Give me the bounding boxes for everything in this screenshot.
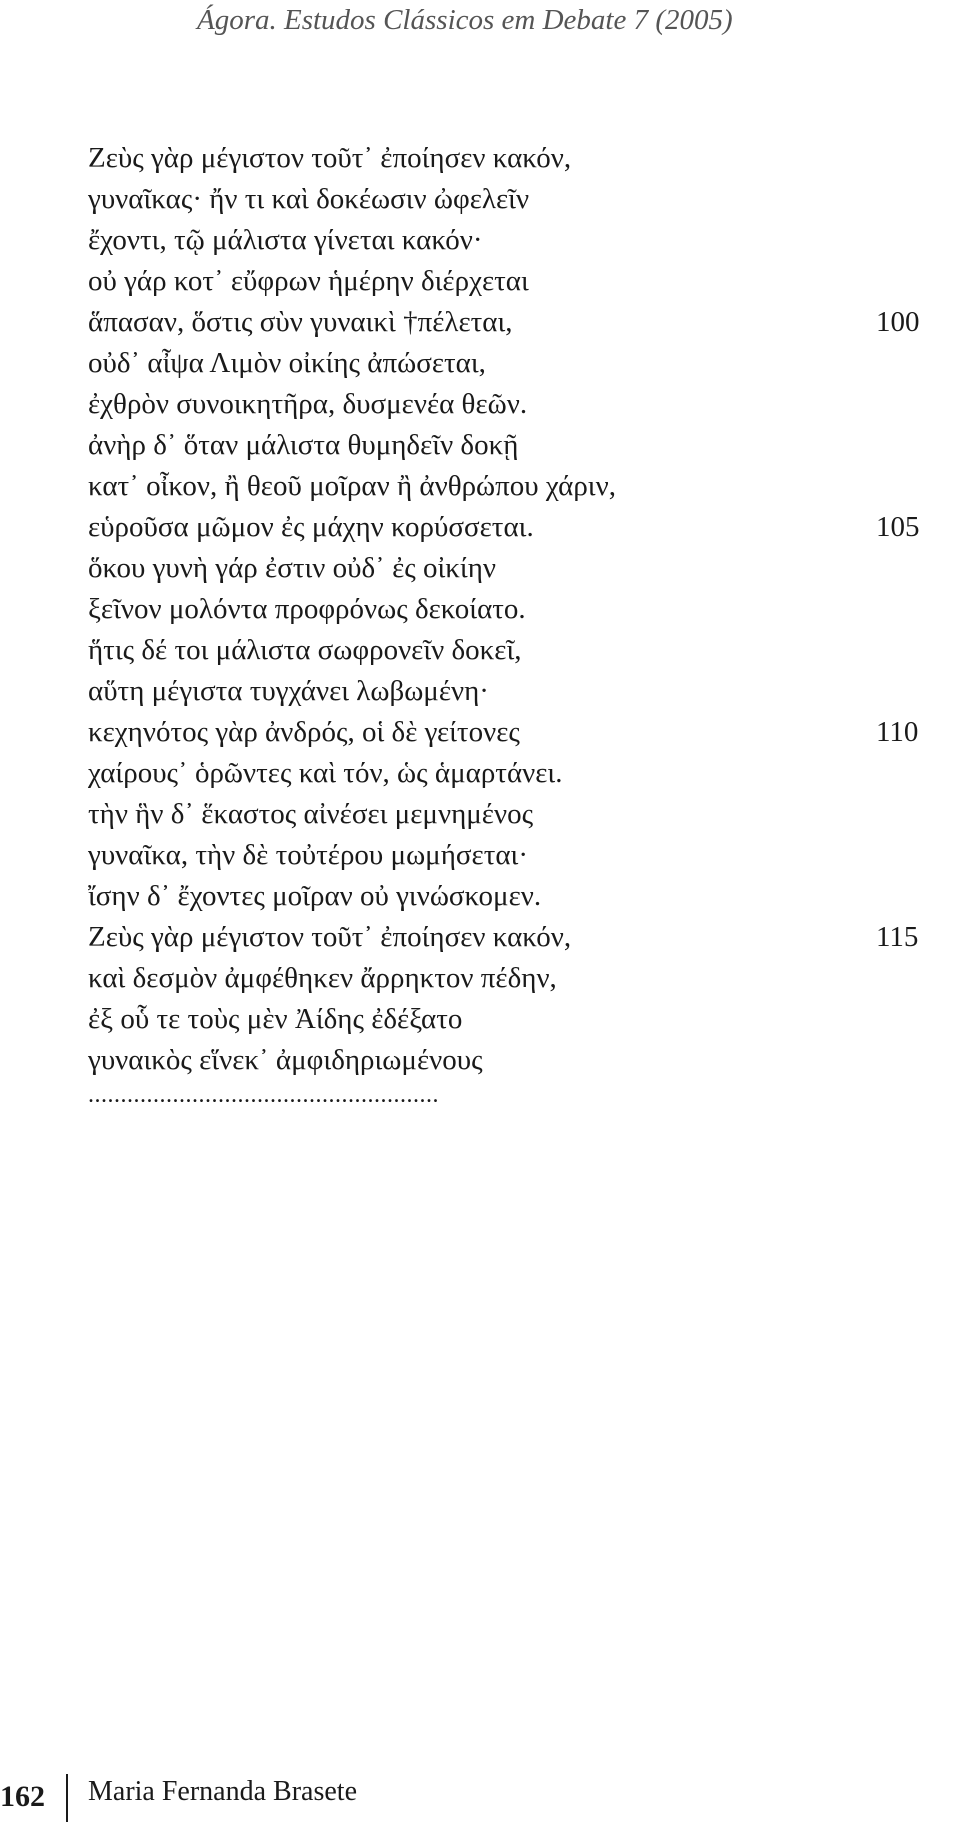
verse-line bbox=[88, 302, 928, 343]
verse-text: ἐχθρὸν συνοικητῆρα, δυσμενέα θεῶν. bbox=[88, 388, 528, 420]
verse-line bbox=[88, 958, 928, 999]
verse-text: χαίρους᾽ ὁρῶντες καὶ τόν, ὡς ἁμαρτάνει. bbox=[88, 757, 563, 789]
verse-text: ἀνὴρ δ᾽ ὅταν μάλιστα θυμηδεῖν δοκῇ bbox=[88, 429, 519, 461]
verse-line bbox=[88, 753, 928, 794]
verse-line bbox=[88, 507, 928, 548]
verse-line bbox=[88, 261, 928, 302]
verse-text: ἥτις δέ τοι μάλιστα σωφρονεῖν δοκεῖ, bbox=[88, 634, 522, 666]
line-number: 110 bbox=[876, 716, 919, 748]
omission-ellipsis: ...................................................... bbox=[88, 1082, 439, 1108]
author-name: Maria Fernanda Brasete bbox=[88, 1776, 357, 1807]
verse-line bbox=[88, 548, 928, 589]
verse-text: ἔχοντι, τῷ μάλιστα γίνεται κακόν· bbox=[88, 224, 483, 256]
verse-text: οὐδ᾽ αἶψα Λιμὸν οἰκίης ἀπώσεται, bbox=[88, 347, 486, 379]
verse-text: ὅκου γυνὴ γάρ ἐστιν οὐδ᾽ ἐς οἰκίην bbox=[88, 552, 496, 584]
page-footer bbox=[0, 1774, 960, 1822]
line-number: 105 bbox=[876, 511, 920, 543]
verse-line bbox=[88, 384, 928, 425]
verse-line bbox=[88, 712, 928, 753]
verse-line bbox=[88, 835, 928, 876]
verse-line bbox=[88, 1040, 928, 1081]
verse-text: γυναῖκα, τὴν δὲ τοὐτέρου μωμήσεται· bbox=[88, 839, 528, 871]
verse-text: ἴσην δ᾽ ἔχοντες μοῖραν οὐ γινώσκομεν. bbox=[88, 880, 542, 912]
verse-line bbox=[88, 220, 928, 261]
footer-divider bbox=[66, 1774, 68, 1822]
poem-text bbox=[88, 138, 928, 1117]
page-number: 162 bbox=[0, 1780, 45, 1813]
line-number: 100 bbox=[876, 306, 920, 338]
verse-line bbox=[88, 671, 928, 712]
verse-line bbox=[88, 589, 928, 630]
verse-line bbox=[88, 794, 928, 835]
verse-text: καὶ δεσμὸν ἀμφέθηκεν ἄρρηκτον πέδην, bbox=[88, 962, 557, 994]
verse-line bbox=[88, 999, 928, 1040]
verse-line bbox=[88, 630, 928, 671]
verse-text: γυναῖκας· ἤν τι καὶ δοκέωσιν ὠφελεῖν bbox=[88, 183, 530, 215]
running-header bbox=[197, 4, 733, 37]
verse-text: Ζεὺς γὰρ μέγιστον τοῦτ᾽ ἐποίησεν κακόν, bbox=[88, 142, 572, 174]
verse-text: κατ᾽ οἶκον, ἢ θεοῦ μοῖραν ἢ ἀνθρώπου χάριν, bbox=[88, 470, 616, 502]
verse-text: Ζεὺς γὰρ μέγιστον τοῦτ᾽ ἐποίησεν κακόν, bbox=[88, 921, 572, 953]
journal-name: Ágora. bbox=[197, 4, 277, 36]
verse-text: κεχηνότος γὰρ ἀνδρός, οἱ δὲ γείτονες bbox=[88, 716, 520, 748]
verse-text: ξεῖνον μολόντα προφρόνως δεκοίατο. bbox=[88, 593, 526, 625]
journal-title: Estudos Clássicos em Debate 7 (2005) bbox=[284, 4, 733, 36]
verse-text: τὴν ἣν δ᾽ ἕκαστος αἰνέσει μεμνημένος bbox=[88, 798, 534, 830]
verse-text: αὕτη μέγιστα τυγχάνει λωβωμένη· bbox=[88, 675, 489, 707]
line-number: 115 bbox=[876, 921, 919, 953]
verse-line bbox=[88, 466, 928, 507]
verse-text: οὐ γάρ κοτ᾽ εὔφρων ἡμέρην διέρχεται bbox=[88, 265, 529, 297]
verse-line bbox=[88, 343, 928, 384]
verse-line bbox=[88, 876, 928, 917]
verse-text: εὑροῦσα μῶμον ἐς μάχην κορύσσεται. bbox=[88, 511, 534, 543]
verse-line bbox=[88, 138, 928, 179]
verse-text: γυναικὸς εἵνεκ᾽ ἀμφιδηριωμένους bbox=[88, 1044, 483, 1076]
verse-line bbox=[88, 917, 928, 958]
verse-text: ἐξ οὗ τε τοὺς μὲν Ἀίδης ἐδέξατο bbox=[88, 1003, 463, 1035]
verse-line bbox=[88, 179, 928, 220]
verse-line bbox=[88, 425, 928, 466]
verse-text: ἅπασαν, ὅστις σὺν γυναικὶ †πέλεται, bbox=[88, 306, 513, 338]
